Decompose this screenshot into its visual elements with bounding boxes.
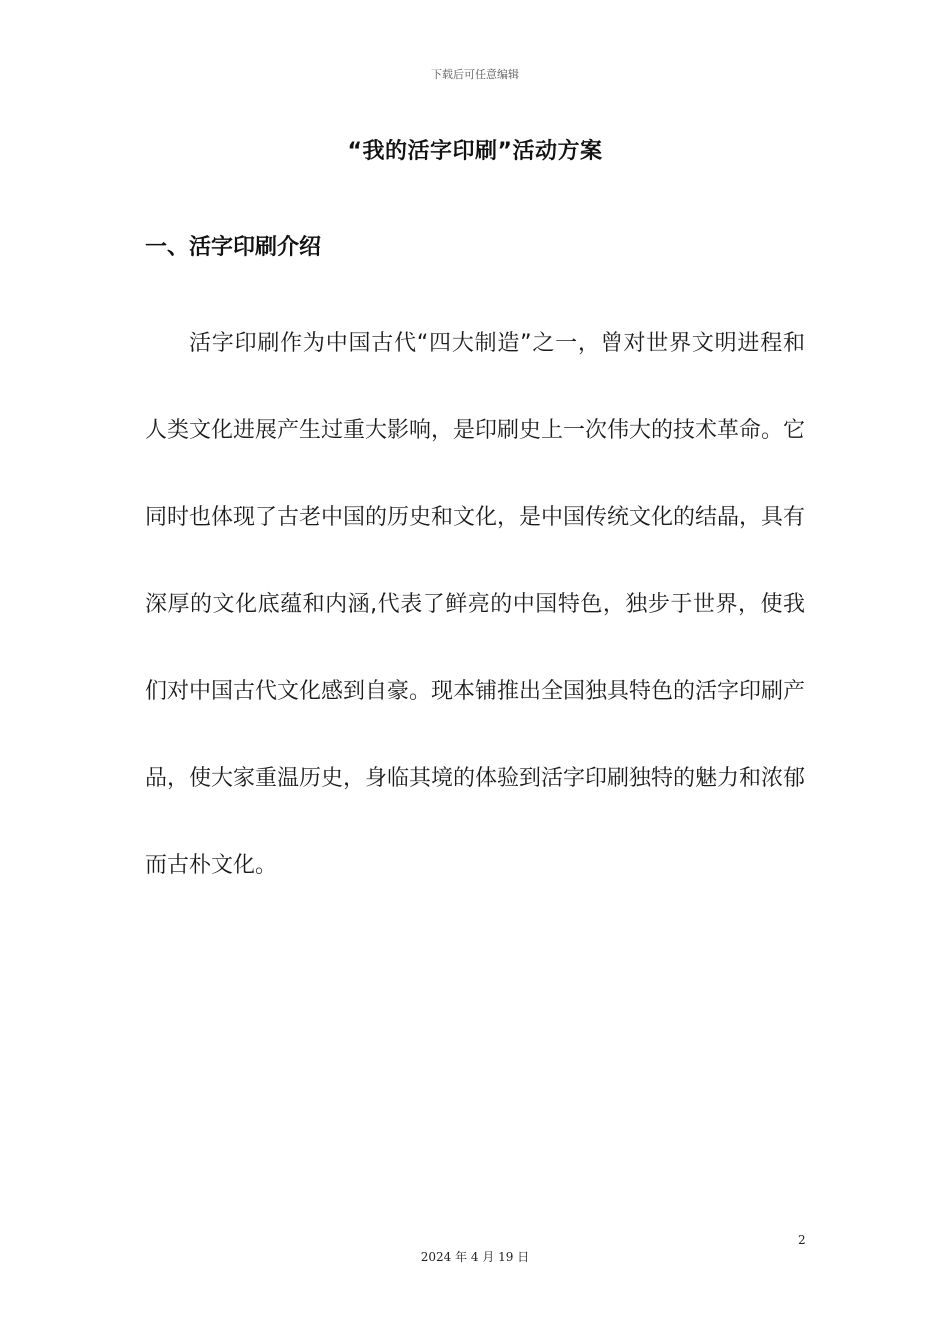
- footer-date: 2024 年 4 月 19 日: [420, 1250, 530, 1264]
- page-number: 2: [798, 1233, 806, 1247]
- header-note: 下载后可任意编辑: [431, 68, 519, 81]
- document-title: “我的活字印刷”活动方案: [347, 139, 603, 164]
- body-paragraph: 活字印刷作为中国古代“四大制造”之一，曾对世界文明进程和人类文化进展产生过重大影响，是印刷史上一次伟大的技术革命。它同时也体现了古老中国的历史和文化，是中国传统文化的结晶，具有深厚的文化底蕴和内涵,代表了鲜亮的中国特色，独步于世界，使我们对中国古代文化感到自豪。现本铺推出全国独具特色的活字印刷产品，使大家重温历史，身临其境的体验到活字印刷独特的魅力和浓郁而古朴文化。: [145, 331, 806, 878]
- section-heading: 一、活字印刷介绍: [145, 235, 322, 260]
